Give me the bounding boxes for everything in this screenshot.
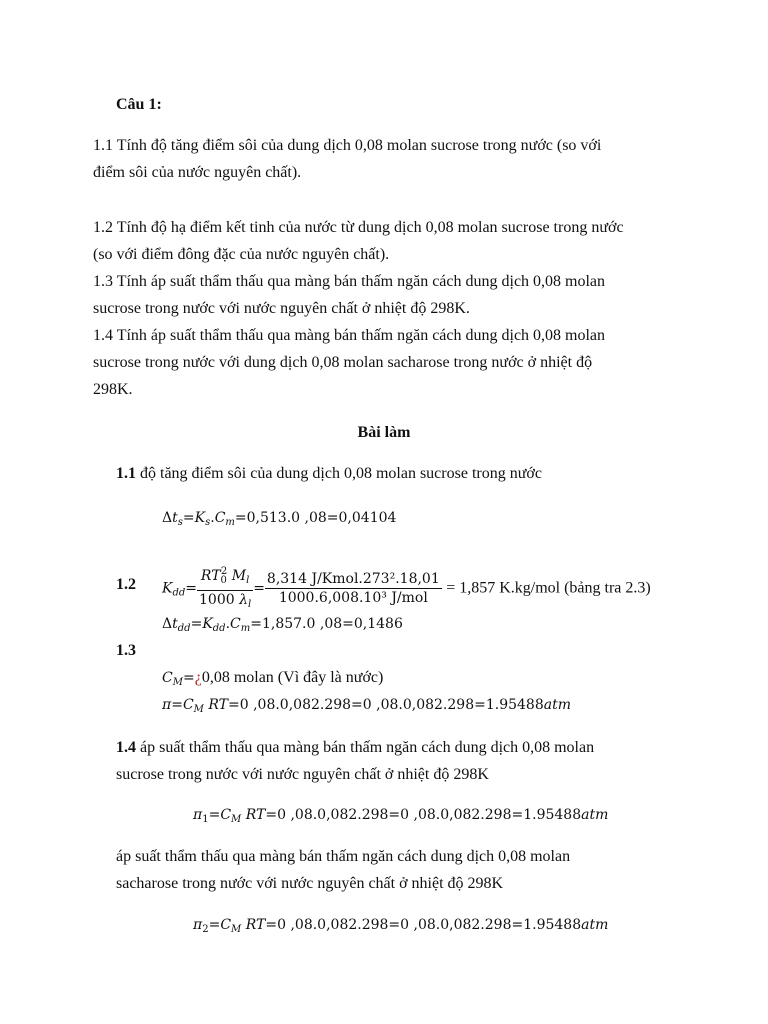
fraction-general-denominator: 1000 — [199, 592, 235, 608]
fraction-general: $\frac{RT_0^2 M_l}{1000 \lambda_l}$ — [197, 563, 253, 614]
answer-heading: Bài làm — [357, 424, 411, 441]
answer-1-3-label: 1.3 — [116, 642, 136, 659]
equation-cryoscopic-constant: $K_{dd}=$ $\frac{RT_0^2 M_l}{1000 \lambda_l}$ = $\frac{\text{8,314 J/Kmol.273².18,01}}{\text{1000.6,008.10³ J/mol}}$ = 1,857 K.kg/mol (bảng tra 2.3) — [162, 563, 651, 614]
answer-1-2-label: 1.2 — [116, 576, 136, 593]
equation-osmotic-pressure-2-rhs: =0 ,08.0,082.298=0 ,08.0,082.298=1.95488 — [265, 917, 582, 933]
equation-osmotic-pressure-1-unit: atm — [581, 807, 609, 823]
equation-osmotic-pressure-2-unit: atm — [581, 917, 609, 933]
question-1-1-line-2: điểm sôi của nước nguyên chất). — [93, 164, 302, 181]
equation-concentration-value: 0,08 molan (Vì đây là nước) — [201, 669, 384, 686]
question-1-4-line-2: sucrose trong nước với dung dịch 0,08 molan sacharose trong nước ở nhiệt độ — [93, 354, 593, 371]
answer-1-1-label: 1.1 — [116, 465, 136, 482]
answer-1-4-label: 1.4 — [116, 739, 136, 756]
question-heading: Câu 1: — [116, 96, 162, 113]
equation-osmotic-pressure-2: $\pi_2=C_M$ RT=0 ,08.0,082.298=0 ,08.0,082.298=1.95488atm — [193, 917, 609, 935]
equation-osmotic-pressure-1-rhs: =0 ,08.0,082.298=0 ,08.0,082.298=1.95488 — [265, 807, 582, 823]
question-1-1-line-1: 1.1 Tính độ tăng điểm sôi của dung dịch 0,08 molan sucrose trong nước (so với — [93, 137, 602, 154]
equation-osmotic-pressure-1: $\pi_1=C_M$ RT=0 ,08.0,082.298=0 ,08.0,082.298=1.95488atm — [193, 807, 609, 825]
answer-1-4b-line-2: sacharose trong nước với nước nguyên chất ở nhiệt độ 298K — [116, 875, 504, 892]
equation-freezing-point: $\Delta t_{dd}=K_{dd}.C_m=1,857.0$ ,08=0,1486 — [162, 616, 403, 634]
question-1-2-line-1: 1.2 Tính độ hạ điểm kết tinh của nước từ dung dịch 0,08 molan sucrose trong nước — [93, 219, 624, 236]
fraction-numeric-denominator: 1000.6,008.10³ J/mol — [278, 590, 428, 606]
fraction-numeric-numerator: 8,314 J/Kmol.273².18,01 — [266, 571, 440, 587]
equation-boiling-point-rhs: =0,513.0 ,08=0,04104 — [234, 510, 397, 526]
question-1-3-line-2: sucrose trong nước với nước nguyên chất ở nhiệt độ 298K. — [93, 300, 470, 317]
question-1-4-line-3: 298K. — [93, 381, 133, 398]
equation-concentration-glyph: ¿ — [194, 669, 202, 686]
answer-1-4-line-2: sucrose trong nước với nước nguyên chất ở nhiệt độ 298K — [116, 766, 489, 783]
answer-1-4b-line-1: áp suất thẩm thấu qua màng bán thấm ngăn cách dung dịch 0,08 molan — [116, 848, 571, 865]
answer-1-1-text: độ tăng điểm sôi của dung dịch 0,08 molan sucrose trong nước — [136, 465, 542, 482]
equation-concentration: $C_M=¿0,08$ molan (Vì đây là nước) — [162, 669, 384, 688]
equation-boiling-point: $\Delta t_s=K_s.C_m=0,513.0$ ,08=0,04104 — [162, 510, 397, 528]
equation-osmotic-pressure-rhs: =0 ,08.0,082.298=0 ,08.0,082.298=1.95488 — [228, 697, 544, 713]
equation-osmotic-pressure-unit: atm — [543, 697, 571, 713]
question-1-2-line-2: (so với điểm đông đặc của nước nguyên chất). — [93, 246, 390, 263]
answer-1-4-line-1 — [116, 738, 594, 758]
fraction-numeric — [265, 570, 442, 607]
answer-1-4-text-1: áp suất thẩm thấu qua màng bán thấm ngăn cách dung dịch 0,08 molan — [136, 739, 595, 756]
question-1-3-line-1: 1.3 Tính áp suất thẩm thấu qua màng bán thấm ngăn cách dung dịch 0,08 molan — [93, 273, 606, 290]
answer-1-1-statement — [116, 464, 542, 484]
equation-osmotic-pressure: $\pi=C_M$ RT=0 ,08.0,082.298=0 ,08.0,082.298=1.95488atm — [162, 697, 571, 715]
equation-cryoscopic-result: = 1,857 K.kg/mol (bảng tra 2.3) — [446, 579, 651, 597]
question-1-4-line-1: 1.4 Tính áp suất thẩm thấu qua màng bán thấm ngăn cách dung dịch 0,08 molan — [93, 327, 606, 344]
equation-freezing-point-rhs: =1,857.0 ,08=0,1486 — [250, 616, 403, 632]
